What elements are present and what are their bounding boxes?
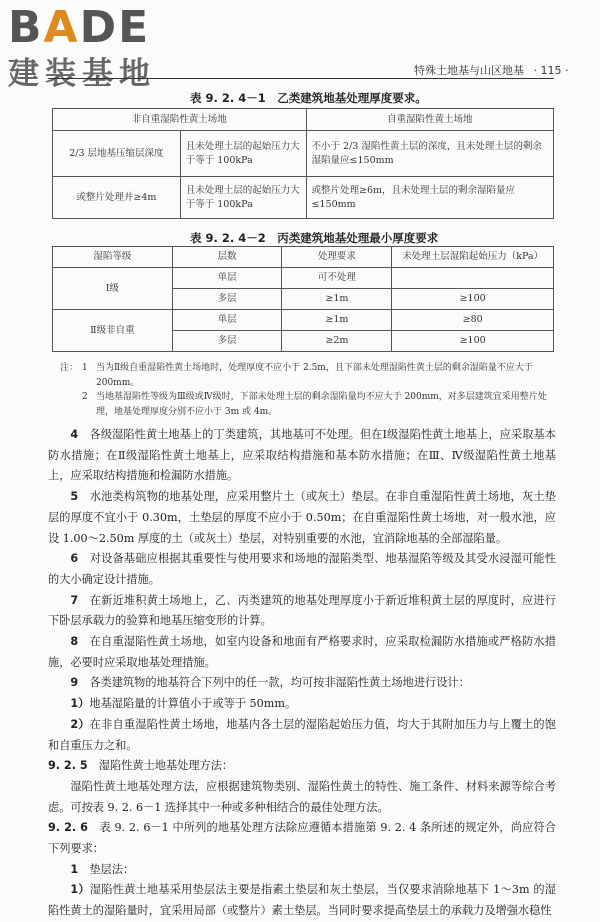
note-text: 当地基湿陷性等级为Ⅲ级或Ⅳ级时，下部未处理土层的剩余湿陷量均不应大于 200mm，对多层建筑宜采用整片处理，地基处理厚度分别不应小于 3m 或 4m。: [96, 392, 547, 417]
table2-cell: ≥100: [392, 331, 554, 352]
paragraph: 1）地基湿陷量的计算值小于或等于 50mm。: [70, 697, 297, 711]
section-heading: 9. 2. 5 湿陷性黄土地基处理方法：: [48, 759, 234, 773]
table2-cell: ≥1m: [282, 310, 392, 331]
note-number: 2: [82, 392, 88, 402]
paragraph: 4 各级湿陷性黄土地基上的丁类建筑，其地基可不处理。但在Ⅰ级湿陷性黄土地基上，应采取基本防水措施；在Ⅱ级湿陷性黄土地基上，应采取结构措施和基本防水措施；在Ⅲ、Ⅳ级湿陷性黄土地基上，应采取结构措施和检漏防水措施。: [48, 428, 556, 483]
table1-header: 自重湿陷性黄土场地: [306, 109, 553, 131]
table2-caption: 表 9. 2. 4－2 丙类建筑地基处理最小厚度要求: [190, 231, 439, 245]
paragraph: 9 各类建筑物的地基符合下列中的任一款，均可按非湿陷性黄土场地进行设计：: [70, 676, 470, 690]
table2: [52, 246, 554, 352]
table2-cell: [392, 268, 554, 289]
paragraph: 8 在自重湿陷性黄土场地，如室内设备和地面有严格要求时，应采取检漏防水措施或严格防水措施，必要时应采取地基处理措施。: [48, 635, 556, 669]
table2-grade: Ⅰ级: [53, 268, 173, 310]
running-header: [414, 62, 568, 78]
paragraph: 7 在新近堆积黄土场地上，乙、丙类建筑的地基处理厚度小于新近堆积黄土层的厚度时，应进行下卧层承载力的验算和地基压缩变形的计算。: [48, 593, 556, 628]
table2-header: 未处理土层湿陷起始压力（kPa）: [392, 247, 554, 268]
table2-cell: ≥2m: [282, 331, 392, 352]
paragraph: 6 对设备基础应根据其重要性与使用要求和场地的湿陷类型、地基湿陷等级及其受水浸湿可能性的大小确定设计措施。: [48, 552, 556, 586]
table-notes: [60, 361, 556, 419]
logo-wordmark: BADE: [8, 2, 151, 53]
page-number: · 115 ·: [533, 64, 569, 77]
table2-cell: 单层: [172, 310, 282, 331]
header-rule: [48, 78, 554, 79]
table2-cell: 可不处理: [282, 268, 392, 289]
paragraph: 2）在非自重湿陷性黄土场地，地基内各土层的湿陷起始压力值，均大于其附加压力与上覆土的饱和自重压力之和。: [48, 717, 556, 752]
section-heading: 9. 2. 6 表 9. 2. 6－1 中所列的地基处理方法除应遵循本措施第 9. 2. 4 条所述的规定外，尚应符合下列要求：: [48, 821, 556, 856]
note-number: 1: [82, 363, 88, 373]
table2-cell: ≥80: [392, 310, 554, 331]
table1: [52, 108, 554, 219]
paragraph: 5 水池类构筑物的地基处理，应采用整片土（或灰土）垫层。在非自重湿陷性黄土场地，灰土垫层的厚度不宜小于 0.30m，土垫层的厚度不应小于 0.50m；在自重湿陷性黄土场地，对一般水池，应设 1.00～2.50m 厚度的土（或灰土）垫层，对特别重要的水池，宜消除地基的全部湿陷量。: [48, 490, 556, 545]
note-label: 注：: [60, 363, 79, 373]
table2-header: 层数: [172, 247, 282, 268]
table1-caption: 表 9. 2. 4－1 乙类建筑地基处理厚度要求。: [190, 91, 427, 105]
table1-cell: 且未处理土层的起始压力大于等于 100kPa: [180, 131, 306, 177]
table2-cell: ≥100: [392, 289, 554, 310]
note-item: [60, 390, 556, 419]
paragraph: 湿陷性黄土地基处理方法，应根据建筑物类别、湿陷性黄土的特性、施工条件、材料来源等综合考虑。可按表 9. 2. 6－1 选择其中一种或多种相结合的最佳处理方法。: [48, 779, 556, 814]
note-item: [60, 361, 556, 390]
bade-logo: [8, 4, 183, 108]
table2-header: 湿陷等级: [53, 247, 173, 268]
table2-header: 处理要求: [282, 247, 392, 268]
table1-header: 非自重湿陷性黄土场地: [53, 109, 307, 131]
paragraph: 1）湿陷性黄土地基采用垫层法主要是指素土垫层和灰土垫层，当仅要求消除地基下 1～3m 的湿陷性黄土的湿陷量时，宜采用局部（或整片）素土垫层。当同时要求提高垫层土的承载力及增强水稳性: [48, 883, 556, 918]
table1-cell: 2/3 层地基压缩层深度: [53, 131, 181, 177]
body-text: [48, 425, 556, 922]
note-text: 当为Ⅱ级自重湿陷性黄土场地时，处理厚度不应小于 2.5m，且下部未处理湿陷性黄土层的剩余湿陷量不应大于 200mm。: [96, 363, 533, 388]
table2-cell: 多层: [172, 331, 282, 352]
table1-cell: 或整片处理并≥4m: [53, 177, 181, 219]
table2-grade: Ⅱ级非自重: [53, 310, 173, 352]
table2-cell: ≥1m: [282, 289, 392, 310]
table2-cell: 单层: [172, 268, 282, 289]
table1-cell: 不小于 2/3 湿陷性黄土层的深度，且未处理土层的剩余湿陷量应≤150mm: [306, 131, 553, 177]
paragraph: 1 垫层法：: [70, 862, 135, 876]
logo-subtitle: 建装基地: [8, 56, 156, 92]
table1-cell: 且未处理土层的起始压力大于等于 100kPa: [180, 177, 306, 219]
running-title: 特殊土地基与山区地基: [414, 64, 524, 77]
table1-cell: 或整片处理≥6m，且未处理土层的剩余湿陷量应≤150mm: [306, 177, 553, 219]
table2-cell: 多层: [172, 289, 282, 310]
